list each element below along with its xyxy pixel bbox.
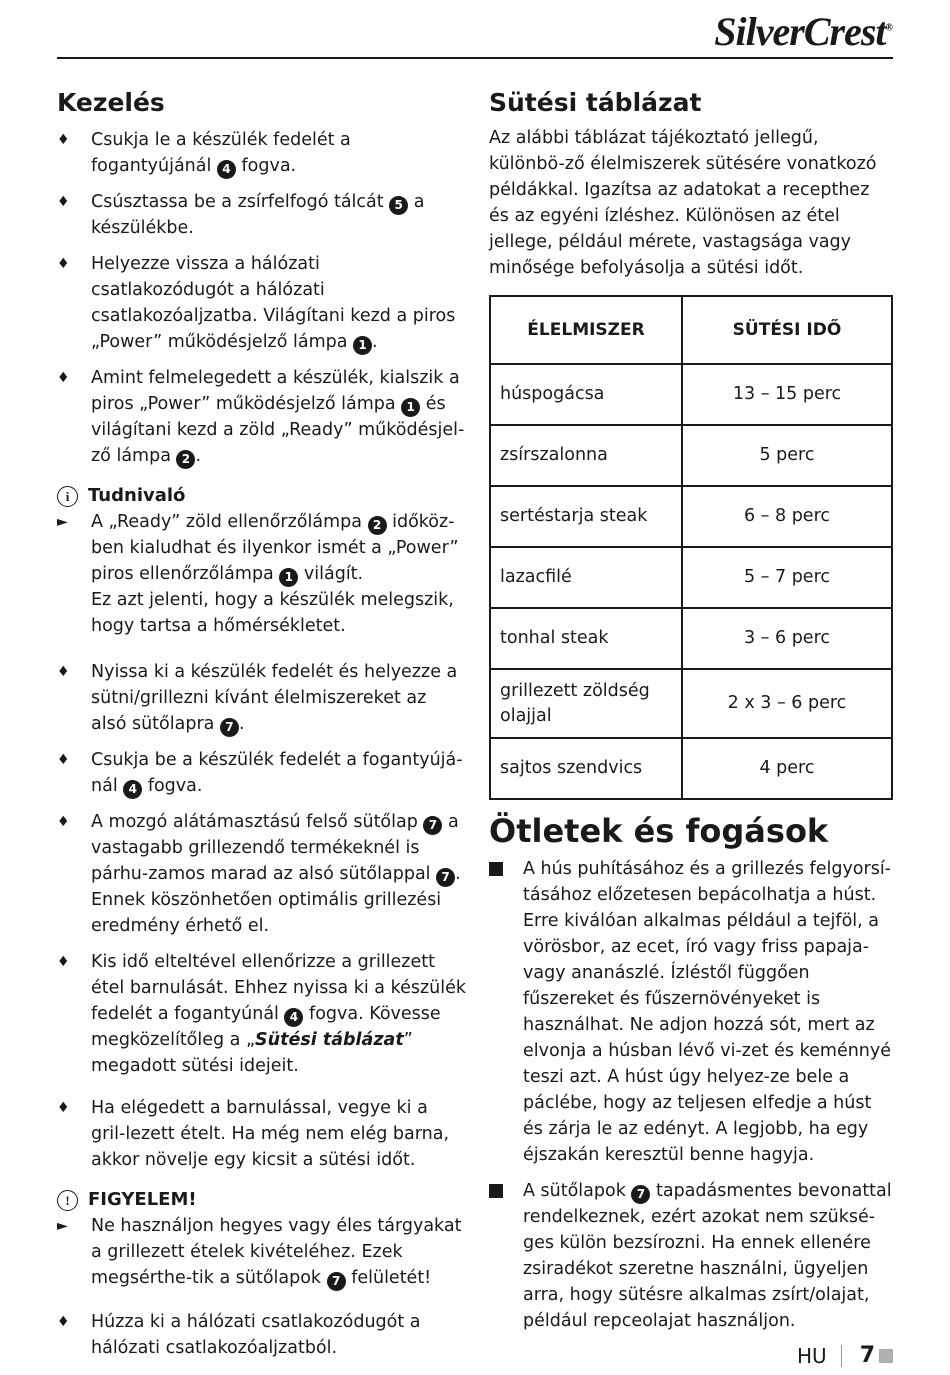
list-item: ♦ A mozgó alátámasztású felső sütőlap 7 a vastagabb grillezendő termékeknél is párhu-zamos marad az alsó sütőlappal 7 . Ennek köszönhetően optimális grillezési eredmény érhető el. — [57, 809, 467, 939]
time-cell: 6 – 8 perc — [682, 486, 892, 547]
list-item: ♦ Csúsztassa be a zsírfelfogó tálcát 5 a készülékbe. — [57, 189, 467, 241]
table-row — [490, 486, 892, 547]
part-number-badge: 4 — [123, 780, 142, 799]
food-cell: lazacfilé — [490, 547, 682, 608]
cooking-table — [489, 295, 893, 800]
language-code: HU — [797, 1343, 827, 1368]
page-number: 7 — [859, 1343, 875, 1368]
table-row — [490, 425, 892, 486]
part-number-badge: 4 — [284, 1008, 303, 1027]
part-number-badge: 1 — [353, 336, 372, 355]
table-row — [490, 547, 892, 608]
part-number-badge: 7 — [423, 816, 442, 835]
diamond-bullet-icon: ♦ — [57, 1100, 70, 1116]
header-rule — [57, 57, 893, 59]
section-heading-tips: Ötletek és fogások — [489, 812, 829, 850]
diamond-bullet-icon: ♦ — [57, 132, 70, 148]
diamond-bullet-icon: ♦ — [57, 664, 70, 680]
section-heading-kezeles: Kezelés — [57, 88, 165, 117]
list-item: ♦ Amint felmelegedett a készülék, kialszik a piros „Power” működésjelző lámpa 1 és világítani kezd a zöld „Ready” működésjel-ző lámpa 2 . — [57, 365, 467, 469]
table-row — [490, 608, 892, 669]
column-header-food: ÉLELMISZER — [490, 296, 682, 364]
table-header-row — [490, 296, 892, 364]
arrow-bullet-icon: ► — [57, 1218, 68, 1234]
diamond-bullet-icon: ♦ — [57, 752, 70, 768]
time-cell: 2 x 3 – 6 perc — [682, 669, 892, 738]
tip-item: A sütőlapok 7 tapadásmentes bevonattal rendelkeznek, ezért azokat nem szüksé-ges külön bezsírozni. Ha ennek ellenére zsiradékot szeretne használni, ügyeljen arra, hogy sütésre alkalmas zsírt/olajat, például repceolajat használjon. — [489, 1178, 893, 1334]
right-column — [489, 88, 893, 1334]
warning-title: ! FIGYELEM! — [57, 1187, 467, 1213]
footer-divider — [841, 1345, 842, 1367]
diamond-bullet-icon: ♦ — [57, 256, 70, 272]
column-header-time: SÜTÉSI IDŐ — [682, 296, 892, 364]
exclamation-icon: ! — [57, 1190, 78, 1211]
left-column — [57, 88, 467, 1361]
diamond-bullet-icon: ♦ — [57, 194, 70, 210]
food-cell: grillezett zöldség olajjal — [490, 669, 682, 738]
brand-logo: SilverCrest® — [714, 9, 892, 54]
time-cell: 5 – 7 perc — [682, 547, 892, 608]
diamond-bullet-icon: ♦ — [57, 1314, 70, 1330]
diamond-bullet-icon: ♦ — [57, 814, 70, 830]
table-intro: Az alábbi táblázat tájékoztató jellegű, különbö-ző élelmiszerek sütésére vonatkozó példákkal. Igazítsa az adatokat a recepthez és az egyéni ízléshez. Különösen az étel jellege, például mérete, vastagsága vagy minősége befolyásolja a sütési időt. — [489, 128, 877, 278]
square-bullet-icon — [489, 862, 503, 876]
food-cell: húspogácsa — [490, 364, 682, 425]
part-number-badge: 7 — [327, 1272, 346, 1291]
part-number-badge: 2 — [368, 516, 387, 535]
part-number-badge: 5 — [389, 196, 408, 215]
diamond-bullet-icon: ♦ — [57, 954, 70, 970]
list-item: ♦ Nyissa ki a készülék fedelét és helyezze a sütni/grillezni kívánt élelmiszereket az alsó sütőlapra 7 . — [57, 659, 467, 737]
diamond-bullet-icon: ♦ — [57, 370, 70, 386]
part-number-badge: 2 — [176, 450, 195, 469]
page-footer — [797, 1343, 893, 1368]
part-number-badge: 7 — [220, 718, 239, 737]
time-cell: 5 perc — [682, 425, 892, 486]
note-item: ► A „Ready” zöld ellenőrzőlámpa 2 időköz-ben kialudhat és ilyenkor ismét a „Power” piros ellenőrzőlámpa 1 világít. Ez azt jelenti, hogy a készülék melegszik, hogy tartsa a hőmérsékletet. — [57, 509, 467, 639]
tip-item: A hús puhításához és a grillezés felgyorsí-tásához előzetesen bepácolhatja a húst. Erre kiválóan alkalmas például a tejföl, a vörösbor, az ecet, író vagy friss papaja-vagy ananászlé. Ízléstől függően fűszereket és fűszernövényeket is használhat. Ne adjon hozzá sót, mert az elvonja a húsban lévő vi-zet és keménnyé teszi azt. A húst úgy helyez-ze bele a páclébe, hogy az teljesen elfedje a húst és zárja le az edényt. A legjobb, ha egy éjszakán keresztül benne hagyja. — [489, 856, 893, 1168]
list-item: ♦ Kis idő elteltével ellenőrizze a grillezett étel barnulását. Ehhez nyissa ki a készülék fedelét a fogantyúnál 4 fogva. Kövesse megközelítőleg a „Sütési táblázat” megadott sütési idejeit. — [57, 949, 467, 1079]
food-cell: tonhal steak — [490, 608, 682, 669]
list-item: ♦ Csukja be a készülék fedelét a fogantyújá-nál 4 fogva. — [57, 747, 467, 799]
table-reference: Sütési táblázat — [255, 1030, 404, 1050]
warning-item: ► Ne használjon hegyes vagy éles tárgyakat a grillezett ételek kivételéhez. Ezek megsérthe-tik a sütőlapok 7 felületét! — [57, 1213, 467, 1291]
part-number-badge: 4 — [217, 160, 236, 179]
note-title: i Tudnivaló — [57, 483, 467, 509]
part-number-badge: 1 — [279, 568, 298, 587]
list-item: ♦ Ha elégedett a barnulással, vegye ki a gril-lezett ételt. Ha még nem elég barna, akkor növelje egy kicsit a sütési időt. — [57, 1095, 467, 1173]
square-bullet-icon — [489, 1184, 503, 1198]
list-item: ♦ Csukja le a készülék fedelét a fogantyújánál 4 fogva. — [57, 127, 467, 179]
part-number-badge: 7 — [436, 868, 455, 887]
time-cell: 13 – 15 perc — [682, 364, 892, 425]
food-cell: sertéstarja steak — [490, 486, 682, 547]
page-square-icon — [879, 1349, 893, 1363]
time-cell: 4 perc — [682, 738, 892, 799]
food-cell: zsírszalonna — [490, 425, 682, 486]
arrow-bullet-icon: ► — [57, 514, 68, 530]
list-item: ♦ Helyezze vissza a hálózati csatlakozódugót a hálózati csatlakozóaljzatba. Világítani kezd a piros „Power” működésjelző lámpa 1 . — [57, 251, 467, 355]
list-item: ♦ Húzza ki a hálózati csatlakozódugót a hálózati csatlakozóaljzatból. — [57, 1309, 467, 1361]
time-cell: 3 – 6 perc — [682, 608, 892, 669]
food-cell: sajtos szendvics — [490, 738, 682, 799]
info-icon: i — [57, 486, 78, 507]
table-row — [490, 738, 892, 799]
table-row — [490, 669, 892, 738]
section-heading-sutesi-tablazat: Sütési táblázat — [489, 88, 702, 117]
part-number-badge: 1 — [401, 398, 420, 417]
part-number-badge: 7 — [631, 1185, 650, 1204]
table-row — [490, 364, 892, 425]
